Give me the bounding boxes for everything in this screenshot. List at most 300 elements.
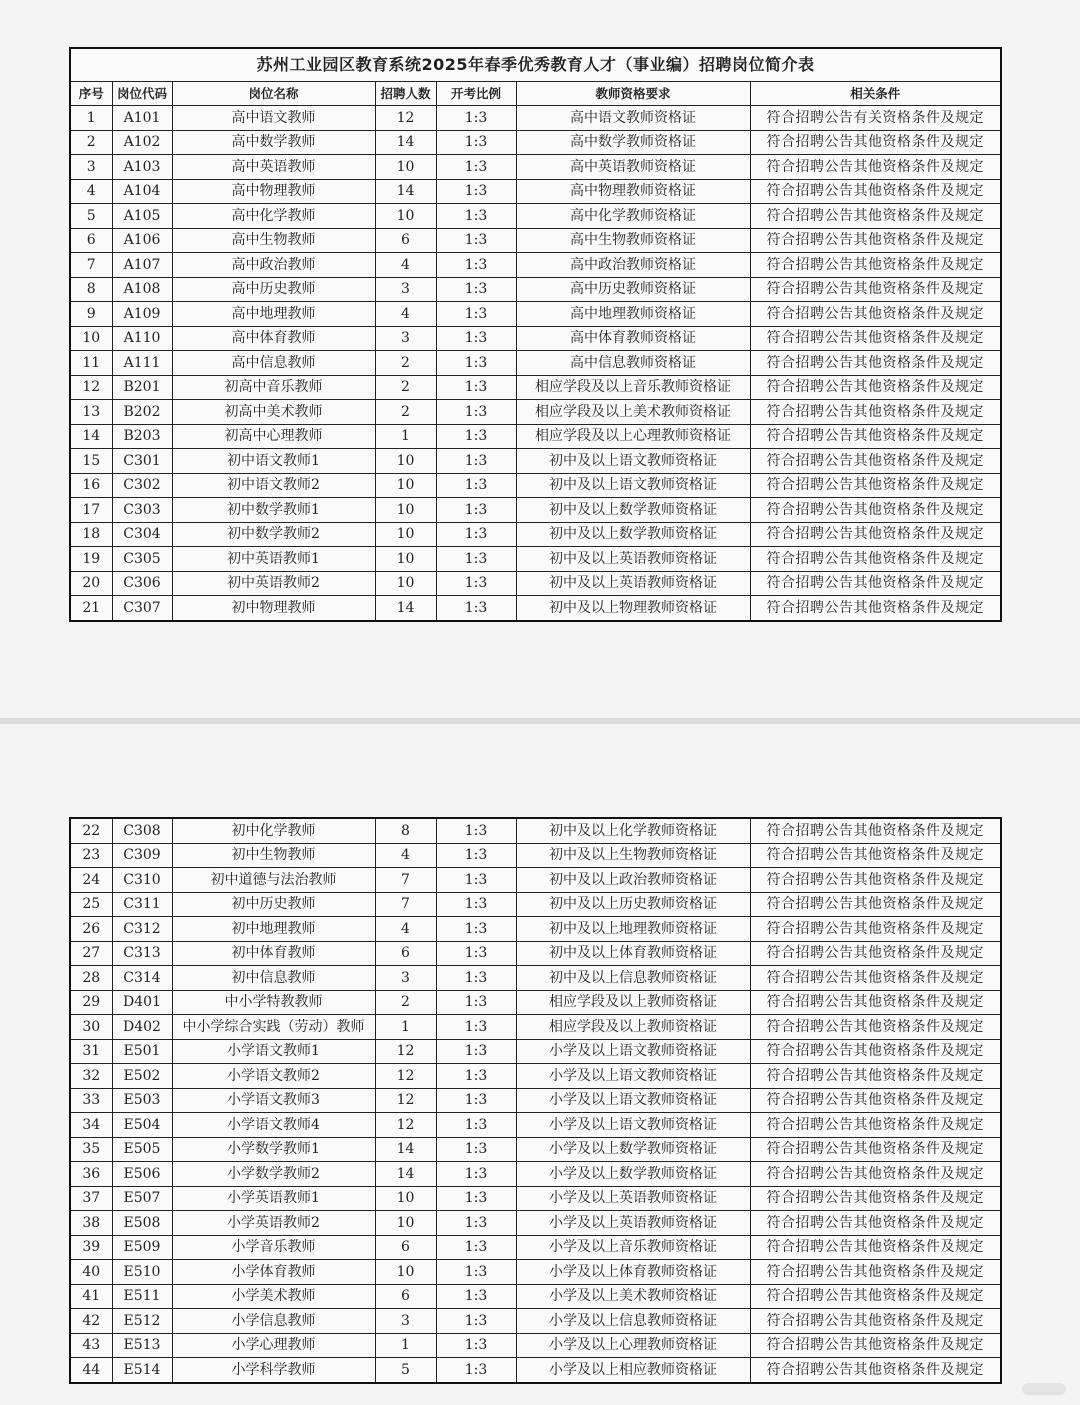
cell-index: 17 [70,498,112,523]
table-row [70,843,1001,868]
cell-qualification: 高中生物教师资格证 [516,228,750,253]
cell-code: B203 [112,424,172,449]
cell-code: D402 [112,1015,172,1040]
cell-conditions: 符合招聘公告其他资格条件及规定 [750,179,1001,204]
table-row [70,868,1001,893]
cell-position: 初中体育教师 [172,941,375,966]
cell-qualification: 高中英语教师资格证 [516,155,750,180]
cell-code: C303 [112,498,172,523]
cell-index: 11 [70,351,112,376]
cell-index: 35 [70,1137,112,1162]
cell-index: 16 [70,473,112,498]
cell-qualification: 高中数学教师资格证 [516,130,750,155]
cell-position: 小学英语教师1 [172,1186,375,1211]
cell-qualification: 小学及以上语文教师资格证 [516,1113,750,1138]
cell-qualification: 初中及以上信息教师资格证 [516,966,750,991]
table-row [70,917,1001,942]
cell-count: 10 [375,1260,436,1285]
header-row [70,82,1001,106]
cell-qualification: 高中语文教师资格证 [516,106,750,131]
cell-qualification: 初中及以上语文教师资格证 [516,473,750,498]
cell-position: 初中生物教师 [172,843,375,868]
cell-code: C312 [112,917,172,942]
cell-qualification: 初中及以上化学教师资格证 [516,818,750,843]
cell-count: 10 [375,1211,436,1236]
table-row [70,547,1001,572]
cell-qualification: 小学及以上美术教师资格证 [516,1284,750,1309]
cell-ratio: 1:3 [436,1137,516,1162]
cell-code: C314 [112,966,172,991]
cell-conditions: 符合招聘公告其他资格条件及规定 [750,1064,1001,1089]
cell-index: 23 [70,843,112,868]
cell-index: 34 [70,1113,112,1138]
cell-position: 中小学综合实践（劳动）教师 [172,1015,375,1040]
cell-ratio: 1:3 [436,1113,516,1138]
cell-qualification: 高中物理教师资格证 [516,179,750,204]
cell-count: 6 [375,1284,436,1309]
table-row [70,1186,1001,1211]
cell-count: 10 [375,1186,436,1211]
table-row [70,892,1001,917]
cell-ratio: 1:3 [436,843,516,868]
cell-count: 12 [375,1039,436,1064]
cell-qualification: 高中地理教师资格证 [516,302,750,327]
cell-qualification: 小学及以上数学教师资格证 [516,1137,750,1162]
table-row [70,277,1001,302]
cell-conditions: 符合招聘公告其他资格条件及规定 [750,596,1001,621]
cell-index: 37 [70,1186,112,1211]
cell-code: E504 [112,1113,172,1138]
cell-conditions: 符合招聘公告其他资格条件及规定 [750,498,1001,523]
cell-code: A110 [112,326,172,351]
cell-index: 15 [70,449,112,474]
cell-conditions: 符合招聘公告其他资格条件及规定 [750,966,1001,991]
cell-index: 4 [70,179,112,204]
cell-position: 初中道德与法治教师 [172,868,375,893]
cell-position: 高中化学教师 [172,204,375,229]
cell-qualification: 高中体育教师资格证 [516,326,750,351]
cell-ratio: 1:3 [436,351,516,376]
cell-ratio: 1:3 [436,596,516,621]
cell-conditions: 符合招聘公告其他资格条件及规定 [750,253,1001,278]
cell-position: 初中数学教师1 [172,498,375,523]
cell-index: 5 [70,204,112,229]
cell-conditions: 符合招聘公告其他资格条件及规定 [750,843,1001,868]
cell-ratio: 1:3 [436,1309,516,1334]
cell-index: 24 [70,868,112,893]
cell-index: 38 [70,1211,112,1236]
table-row [70,1137,1001,1162]
cell-position: 初中化学教师 [172,818,375,843]
cell-ratio: 1:3 [436,990,516,1015]
cell-position: 小学美术教师 [172,1284,375,1309]
cell-position: 初高中音乐教师 [172,375,375,400]
cell-code: A106 [112,228,172,253]
cell-count: 12 [375,1088,436,1113]
table-row [70,571,1001,596]
table-row [70,1235,1001,1260]
cell-position: 高中语文教师 [172,106,375,131]
cell-code: E508 [112,1211,172,1236]
cell-ratio: 1:3 [436,1260,516,1285]
cell-ratio: 1:3 [436,1039,516,1064]
cell-count: 12 [375,1113,436,1138]
cell-index: 30 [70,1015,112,1040]
cell-position: 高中政治教师 [172,253,375,278]
job-table-page-1 [69,47,1002,622]
cell-ratio: 1:3 [436,966,516,991]
header-code: 岗位代码 [112,82,172,106]
cell-code: B202 [112,400,172,425]
cell-count: 2 [375,400,436,425]
table-row [70,400,1001,425]
cell-index: 9 [70,302,112,327]
cell-position: 小学信息教师 [172,1309,375,1334]
cell-code: E507 [112,1186,172,1211]
cell-conditions: 符合招聘公告其他资格条件及规定 [750,892,1001,917]
cell-ratio: 1:3 [436,1211,516,1236]
cell-code: A109 [112,302,172,327]
cell-code: C301 [112,449,172,474]
cell-index: 41 [70,1284,112,1309]
cell-conditions: 符合招聘公告其他资格条件及规定 [750,1235,1001,1260]
cell-ratio: 1:3 [436,1186,516,1211]
cell-conditions: 符合招聘公告其他资格条件及规定 [750,1358,1001,1383]
cell-code: C302 [112,473,172,498]
cell-index: 10 [70,326,112,351]
cell-code: A108 [112,277,172,302]
cell-qualification: 初中及以上政治教师资格证 [516,868,750,893]
cell-code: C310 [112,868,172,893]
header-index: 序号 [70,82,112,106]
cell-count: 10 [375,473,436,498]
cell-position: 高中地理教师 [172,302,375,327]
cell-index: 36 [70,1162,112,1187]
cell-position: 初中英语教师2 [172,571,375,596]
cell-conditions: 符合招聘公告其他资格条件及规定 [750,1260,1001,1285]
cell-code: C304 [112,522,172,547]
cell-count: 6 [375,1235,436,1260]
cell-conditions: 符合招聘公告其他资格条件及规定 [750,449,1001,474]
table-row [70,449,1001,474]
cell-conditions: 符合招聘公告其他资格条件及规定 [750,1137,1001,1162]
cell-count: 10 [375,571,436,596]
cell-position: 小学数学教师2 [172,1162,375,1187]
cell-count: 10 [375,155,436,180]
cell-conditions: 符合招聘公告其他资格条件及规定 [750,204,1001,229]
cell-count: 10 [375,547,436,572]
cell-conditions: 符合招聘公告其他资格条件及规定 [750,571,1001,596]
scroll-indicator [1022,1383,1066,1395]
cell-ratio: 1:3 [436,179,516,204]
cell-conditions: 符合招聘公告其他资格条件及规定 [750,1113,1001,1138]
cell-code: E513 [112,1333,172,1358]
cell-code: E502 [112,1064,172,1089]
cell-index: 27 [70,941,112,966]
cell-conditions: 符合招聘公告其他资格条件及规定 [750,1211,1001,1236]
cell-conditions: 符合招聘公告其他资格条件及规定 [750,1186,1001,1211]
cell-code: C313 [112,941,172,966]
cell-ratio: 1:3 [436,204,516,229]
cell-conditions: 符合招聘公告其他资格条件及规定 [750,547,1001,572]
cell-index: 31 [70,1039,112,1064]
cell-ratio: 1:3 [436,302,516,327]
cell-qualification: 初中及以上生物教师资格证 [516,843,750,868]
cell-qualification: 初中及以上历史教师资格证 [516,892,750,917]
cell-conditions: 符合招聘公告其他资格条件及规定 [750,941,1001,966]
cell-qualification: 小学及以上心理教师资格证 [516,1333,750,1358]
cell-count: 7 [375,892,436,917]
cell-count: 12 [375,106,436,131]
cell-code: A111 [112,351,172,376]
cell-ratio: 1:3 [436,400,516,425]
cell-ratio: 1:3 [436,522,516,547]
cell-qualification: 小学及以上相应教师资格证 [516,1358,750,1383]
cell-count: 10 [375,498,436,523]
cell-conditions: 符合招聘公告其他资格条件及规定 [750,1333,1001,1358]
header-ratio: 开考比例 [436,82,516,106]
cell-position: 高中体育教师 [172,326,375,351]
cell-index: 44 [70,1358,112,1383]
cell-position: 高中英语教师 [172,155,375,180]
cell-code: E506 [112,1162,172,1187]
table-row [70,375,1001,400]
cell-code: C308 [112,818,172,843]
cell-ratio: 1:3 [436,155,516,180]
cell-count: 2 [375,990,436,1015]
table-row [70,1039,1001,1064]
cell-conditions: 符合招聘公告其他资格条件及规定 [750,351,1001,376]
cell-ratio: 1:3 [436,326,516,351]
cell-position: 小学体育教师 [172,1260,375,1285]
cell-index: 3 [70,155,112,180]
cell-conditions: 符合招聘公告其他资格条件及规定 [750,1088,1001,1113]
job-table-page-2 [69,817,1002,1384]
cell-code: A107 [112,253,172,278]
table-row [70,1309,1001,1334]
cell-index: 2 [70,130,112,155]
table-row [70,1260,1001,1285]
cell-index: 22 [70,818,112,843]
cell-qualification: 小学及以上信息教师资格证 [516,1309,750,1334]
table-row [70,941,1001,966]
cell-index: 32 [70,1064,112,1089]
table-row [70,596,1001,621]
cell-code: E503 [112,1088,172,1113]
cell-index: 12 [70,375,112,400]
cell-position: 初高中美术教师 [172,400,375,425]
cell-qualification: 初中及以上英语教师资格证 [516,571,750,596]
cell-code: C309 [112,843,172,868]
cell-ratio: 1:3 [436,277,516,302]
table-row [70,1358,1001,1383]
cell-conditions: 符合招聘公告其他资格条件及规定 [750,228,1001,253]
cell-count: 4 [375,843,436,868]
cell-qualification: 小学及以上语文教师资格证 [516,1064,750,1089]
header-position: 岗位名称 [172,82,375,106]
table-row [70,498,1001,523]
cell-ratio: 1:3 [436,941,516,966]
table-row [70,1015,1001,1040]
cell-position: 小学音乐教师 [172,1235,375,1260]
cell-index: 7 [70,253,112,278]
cell-index: 8 [70,277,112,302]
table-row [70,204,1001,229]
cell-count: 8 [375,818,436,843]
cell-code: C305 [112,547,172,572]
table-row [70,522,1001,547]
table-row [70,990,1001,1015]
cell-conditions: 符合招聘公告其他资格条件及规定 [750,522,1001,547]
cell-position: 高中物理教师 [172,179,375,204]
table-body-page-1 [70,106,1001,621]
cell-ratio: 1:3 [436,449,516,474]
cell-code: C306 [112,571,172,596]
cell-count: 3 [375,1309,436,1334]
cell-count: 12 [375,1064,436,1089]
cell-qualification: 小学及以上语文教师资格证 [516,1088,750,1113]
cell-conditions: 符合招聘公告有关资格条件及规定 [750,106,1001,131]
cell-count: 14 [375,179,436,204]
table-row [70,228,1001,253]
cell-ratio: 1:3 [436,253,516,278]
cell-ratio: 1:3 [436,1015,516,1040]
cell-conditions: 符合招聘公告其他资格条件及规定 [750,1309,1001,1334]
cell-position: 高中生物教师 [172,228,375,253]
cell-count: 3 [375,277,436,302]
table-row [70,1211,1001,1236]
cell-code: A103 [112,155,172,180]
table-row [70,351,1001,376]
table-row [70,326,1001,351]
cell-qualification: 小学及以上英语教师资格证 [516,1186,750,1211]
cell-ratio: 1:3 [436,130,516,155]
cell-qualification: 初中及以上英语教师资格证 [516,547,750,572]
cell-count: 3 [375,326,436,351]
cell-index: 42 [70,1309,112,1334]
table-row [70,130,1001,155]
cell-code: E510 [112,1260,172,1285]
cell-position: 中小学特教教师 [172,990,375,1015]
table-row [70,1162,1001,1187]
cell-position: 小学英语教师2 [172,1211,375,1236]
table-row [70,424,1001,449]
table-row [70,1284,1001,1309]
header-conditions: 相关条件 [750,82,1001,106]
table-row [70,1064,1001,1089]
cell-index: 39 [70,1235,112,1260]
table-row [70,966,1001,991]
cell-count: 2 [375,351,436,376]
cell-qualification: 高中化学教师资格证 [516,204,750,229]
cell-position: 初中信息教师 [172,966,375,991]
table-row [70,818,1001,843]
cell-index: 13 [70,400,112,425]
cell-qualification: 相应学段及以上美术教师资格证 [516,400,750,425]
cell-count: 14 [375,1137,436,1162]
cell-count: 5 [375,1358,436,1383]
cell-conditions: 符合招聘公告其他资格条件及规定 [750,868,1001,893]
cell-count: 1 [375,424,436,449]
cell-count: 14 [375,1162,436,1187]
cell-position: 小学心理教师 [172,1333,375,1358]
cell-qualification: 相应学段及以上教师资格证 [516,990,750,1015]
cell-code: A104 [112,179,172,204]
cell-ratio: 1:3 [436,1162,516,1187]
cell-position: 小学语文教师3 [172,1088,375,1113]
cell-position: 高中信息教师 [172,351,375,376]
cell-count: 14 [375,130,436,155]
cell-position: 小学语文教师4 [172,1113,375,1138]
cell-count: 3 [375,966,436,991]
cell-qualification: 相应学段及以上心理教师资格证 [516,424,750,449]
cell-qualification: 初中及以上语文教师资格证 [516,449,750,474]
cell-code: E514 [112,1358,172,1383]
cell-ratio: 1:3 [436,818,516,843]
cell-qualification: 初中及以上物理教师资格证 [516,596,750,621]
cell-position: 初中地理教师 [172,917,375,942]
cell-ratio: 1:3 [436,1088,516,1113]
cell-position: 小学语文教师1 [172,1039,375,1064]
cell-qualification: 小学及以上音乐教师资格证 [516,1235,750,1260]
table-row [70,1333,1001,1358]
cell-qualification: 高中信息教师资格证 [516,351,750,376]
cell-ratio: 1:3 [436,106,516,131]
cell-conditions: 符合招聘公告其他资格条件及规定 [750,1039,1001,1064]
cell-position: 初中语文教师1 [172,449,375,474]
cell-index: 40 [70,1260,112,1285]
cell-ratio: 1:3 [436,1284,516,1309]
cell-count: 6 [375,941,436,966]
cell-position: 初中英语教师1 [172,547,375,572]
cell-index: 28 [70,966,112,991]
cell-ratio: 1:3 [436,1235,516,1260]
cell-count: 14 [375,596,436,621]
header-count: 招聘人数 [375,82,436,106]
cell-ratio: 1:3 [436,228,516,253]
table-title: 苏州工业园区教育系统2025年春季优秀教育人才（事业编）招聘岗位简介表 [70,48,1001,82]
cell-position: 初中物理教师 [172,596,375,621]
cell-conditions: 符合招聘公告其他资格条件及规定 [750,917,1001,942]
cell-conditions: 符合招聘公告其他资格条件及规定 [750,473,1001,498]
cell-position: 高中历史教师 [172,277,375,302]
table-row [70,106,1001,131]
table-row [70,473,1001,498]
cell-index: 6 [70,228,112,253]
table-row [70,1088,1001,1113]
cell-ratio: 1:3 [436,1333,516,1358]
cell-conditions: 符合招聘公告其他资格条件及规定 [750,326,1001,351]
cell-code: C311 [112,892,172,917]
cell-qualification: 小学及以上语文教师资格证 [516,1039,750,1064]
cell-position: 小学数学教师1 [172,1137,375,1162]
cell-conditions: 符合招聘公告其他资格条件及规定 [750,818,1001,843]
cell-count: 7 [375,868,436,893]
cell-qualification: 小学及以上数学教师资格证 [516,1162,750,1187]
cell-count: 1 [375,1333,436,1358]
cell-qualification: 初中及以上数学教师资格证 [516,498,750,523]
cell-ratio: 1:3 [436,917,516,942]
cell-index: 43 [70,1333,112,1358]
cell-index: 29 [70,990,112,1015]
cell-code: E511 [112,1284,172,1309]
cell-ratio: 1:3 [436,892,516,917]
cell-position: 小学语文教师2 [172,1064,375,1089]
cell-index: 26 [70,917,112,942]
cell-ratio: 1:3 [436,498,516,523]
table-row [70,1113,1001,1138]
cell-conditions: 符合招聘公告其他资格条件及规定 [750,424,1001,449]
